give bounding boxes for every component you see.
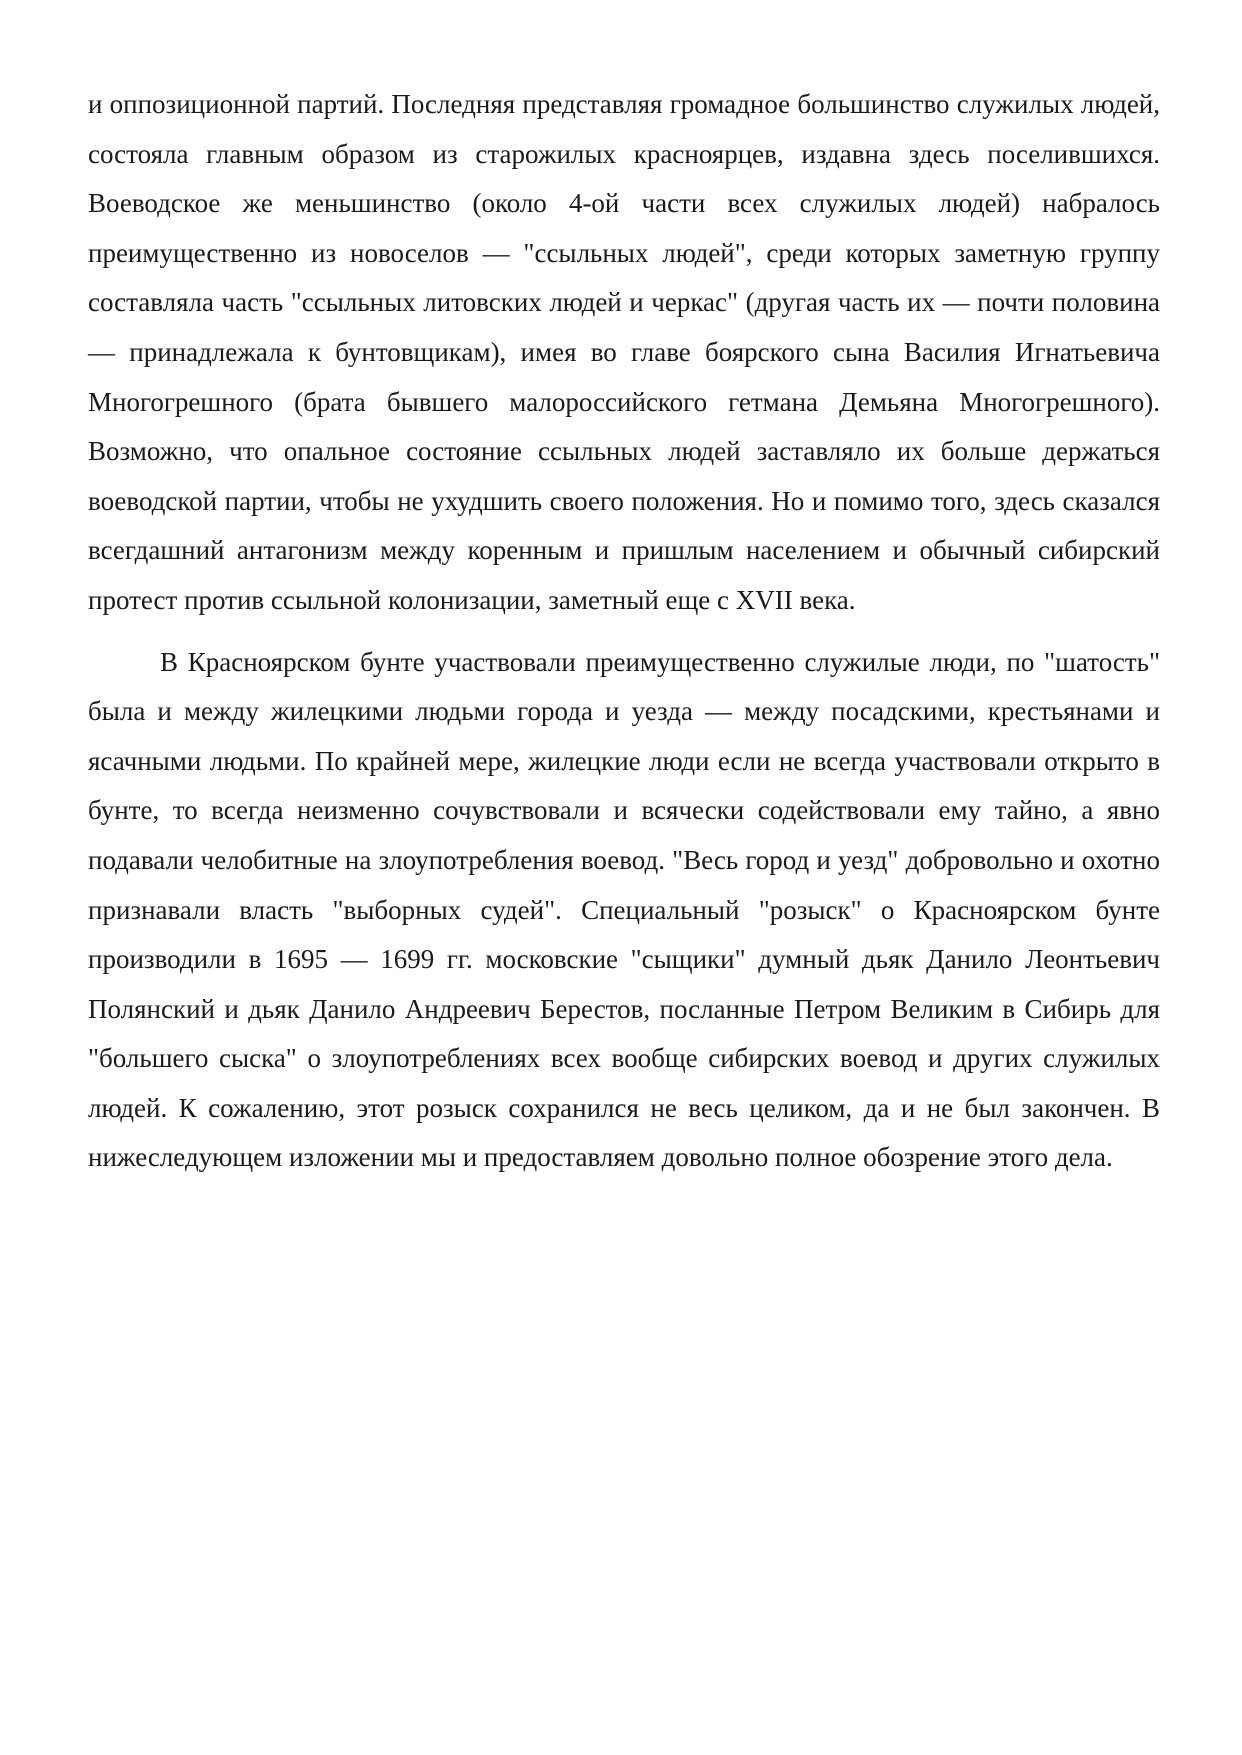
paragraph-continuation: и оппозиционной партий. Последняя представляя громадное большинство служилых людей, состояла главным образом из старожилых красноярцев, издавна здесь поселившихся. Воеводское же меньшинство (около 4-ой части всех служилых людей) набралось преимущественно из новоселов — "ссыльных людей", среди которых заметную группу составляла часть "ссыльных литовских людей и черкас" (другая часть их — почти половина — принадлежала к бунтовщикам), имея во главе боярского сына Василия Игнатьевича Многогрешного (брата бывшего малороссийского гетмана Демьяна Многогрешного). Возможно, что опальное состояние ссыльных людей заставляло их больше держаться воеводской партии, чтобы не ухудшить своего положения. Но и помимо того, здесь сказался всегдашний антагонизм между коренным и пришлым населением и обычный сибирский протест против ссыльной колонизации, заметный еще с XVII века. xyxy=(88,89,1160,615)
paragraph-krasnoyarsk-revolt: В Красноярском бунте участвовали преимущественно служилые люди, по "шатость" была и между жилецкими людьми города и уезда — между посадскими, крестьянами и ясачными людьми. По крайней мере, жилецкие люди если не всегда участвовали открыто в бунте, то всегда неизменно сочувствовали и всячески содействовали ему тайно, а явно подавали челобитные на злоупотребления воевод. "Весь город и уезд" добровольно и охотно признавали власть "выборных судей". Специальный "розыск" о Красноярском бунте производили в 1695 — 1699 гг. московские "сыщики" думный дьяк Данило Леонтьевич Полянский и дьяк Данило Андреевич Берестов, посланные Петром Великим в Сибирь для "большего сыска" о злоупотреблениях всех вообще сибирских воевод и других служилых людей. К сожалению, этот розыск сохранился не весь целиком, да и не был закончен. В нижеследующем изложении мы и предоставляем довольно полное обозрение этого дела. xyxy=(88,646,1160,1173)
body-text xyxy=(88,80,1160,1183)
